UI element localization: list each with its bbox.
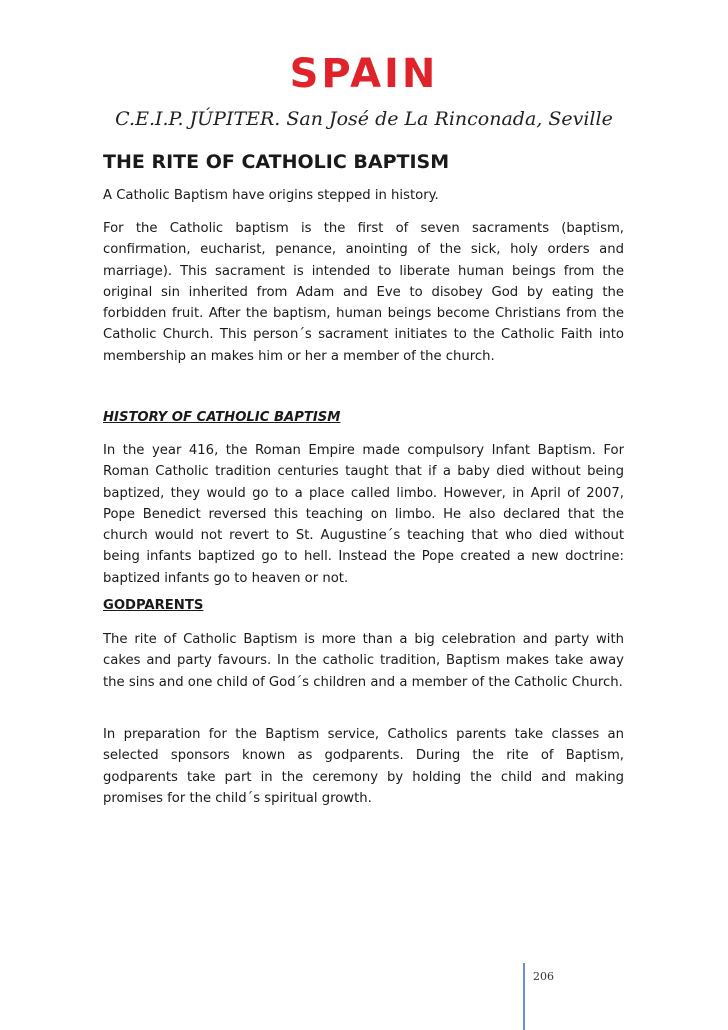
intro-paragraph-1: A Catholic Baptism have origins stepped in history. [103,188,439,203]
godparents-paragraph-2: In preparation for the Baptism service, Catholics parents take classes an selected sponsors known as godparents. During the rite of Baptism, godparents take part in the ceremony by holding the child and making promises for the child´s spiritual growth. [103,727,624,806]
footer-rule [523,963,525,1030]
history-paragraph: In the year 416, the Roman Empire made compulsory Infant Baptism. For Roman Catholic tradition centuries taught that if a baby died without being baptized, they would go to a place called limbo. However, in April of 2007, Pope Benedict reversed this teaching on limbo. He also declared that the church would not revert to St. Augustine´s teaching that who died without being infants baptized go to hell. Instead the Pope created a new doctrine: baptized infants go to heaven or not. [103,443,624,586]
godparents-paragraph-1: The rite of Catholic Baptism is more than a big celebration and party with cakes and party favours. In the catholic tradition, Baptism makes take away the sins and one child of God´s children and a member of the Catholic Church. [103,632,624,690]
page-title: THE RITE OF CATHOLIC BAPTISM [103,151,450,173]
school-subtitle: C.E.I.P. JÚPITER. San José de La Rinconada, Seville [115,108,613,130]
godparents-heading: GODPARENTS [103,598,204,613]
page-number: 206 [533,970,554,983]
intro-paragraph-2: For the Catholic baptism is the first of seven sacraments (baptism, confirmation, eucharist, penance, anointing of the sick, holy orders and marriage). This sacrament is intended to liberate human beings from the original sin inherited from Adam and Eve to disobey God by eating the forbidden fruit. After the baptism, human beings become Christians from the Catholic Church. This person´s sacrament initiates to the Catholic Faith into membership an makes him or her a member of the church. [103,221,624,364]
country-heading: SPAIN [289,51,439,97]
history-heading: HISTORY OF CATHOLIC BAPTISM [103,410,341,425]
